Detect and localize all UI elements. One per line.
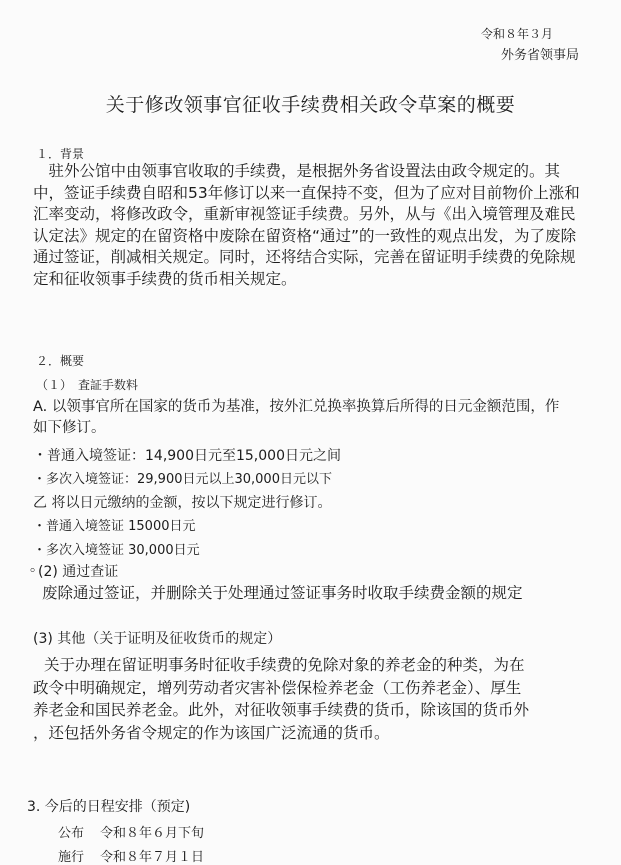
subsection-3-line-4: ，还包括外务省令规定的作为该国广泛流通的货币。 <box>33 724 390 742</box>
schedule-label-promulgation: 公布 <box>58 826 85 841</box>
yen-fee-single-entry: ・普通入境签证 15000日元 <box>33 519 196 534</box>
schedule-value-enforcement: 令和８年７月１日 <box>100 850 205 865</box>
subsection-1-a-text: A. 以领事官所在国家的货币为基准，按外汇兑换率换算后所得的日元金额范围，作如下修订。 <box>33 399 560 436</box>
section-2-heading: ２．概要 <box>36 354 85 368</box>
subsection-1-b-text: 乙 将以日元缴纳的金额，按以下规定进行修订。 <box>33 495 332 511</box>
schedule-label-enforcement: 施行 <box>58 850 85 865</box>
section-3-heading: 3. 今后的日程安排（预定) <box>27 799 191 815</box>
issuing-office: 外务省领事局 <box>500 48 579 63</box>
subsection-1-heading: （１） 査証手数料 <box>36 378 139 392</box>
fee-item-multiple-entry: ・多次入境签证：29,900日元以上30,000日元以下 <box>33 472 332 487</box>
document-date: 令和８年３月 <box>480 27 553 41</box>
section-1-body: 驻外公馆中由领事官收取的手续费，是根据外务省设置法由政令规定的。其中，签证手续费自昭和53年修订以来一直保持不变，但为了应对目前物价上涨和汇率变动，将修改政令，重新审视签证手续费。另外，从与《出入境管理及难民认定法》规定的在留资格中废除在留资格“通过”的一致性的观点出发，为了废除通过签证，削减相关规定。同时，还将结合实际，完善在留证明手续费的免除规定和征收领事手续费的货币相关规定。 <box>33 162 580 288</box>
fee-item-single-entry: ・普通入境签证：14,900日元至15,000日元之间 <box>33 448 341 464</box>
subsection-2-body: 废除通过签证，并删除关于处理通过签证事务时收取手续费金额的规定 <box>42 584 523 602</box>
subsection-2-heading: (2) 通过查证 <box>38 564 119 580</box>
list-end-mark: 。 <box>30 559 44 575</box>
subsection-3-heading: (3) 其他（关于证明及征收货币的规定） <box>33 631 282 647</box>
schedule-value-promulgation: 令和８年６月下旬 <box>100 826 205 841</box>
yen-fee-multiple-entry: ・多次入境签证 30,000日元 <box>33 543 200 558</box>
document-title: 关于修改领事官征收手续费相关政令草案的概要 <box>105 94 516 116</box>
section-1-heading: １．背景 <box>36 147 85 161</box>
subsection-3-line-3: 养老金和国民养老金。此外，对征收领事手续费的货币，除该国的货币外 <box>33 701 530 719</box>
subsection-3-line-2: 政令中明确规定，增列劳动者灾害补偿保检养老金（工伤养老金）、厚生 <box>33 679 522 697</box>
subsection-3-line-1: 关于办理在留证明事务时征收手续费的免除对象的养老金的种类，为在 <box>44 656 525 674</box>
